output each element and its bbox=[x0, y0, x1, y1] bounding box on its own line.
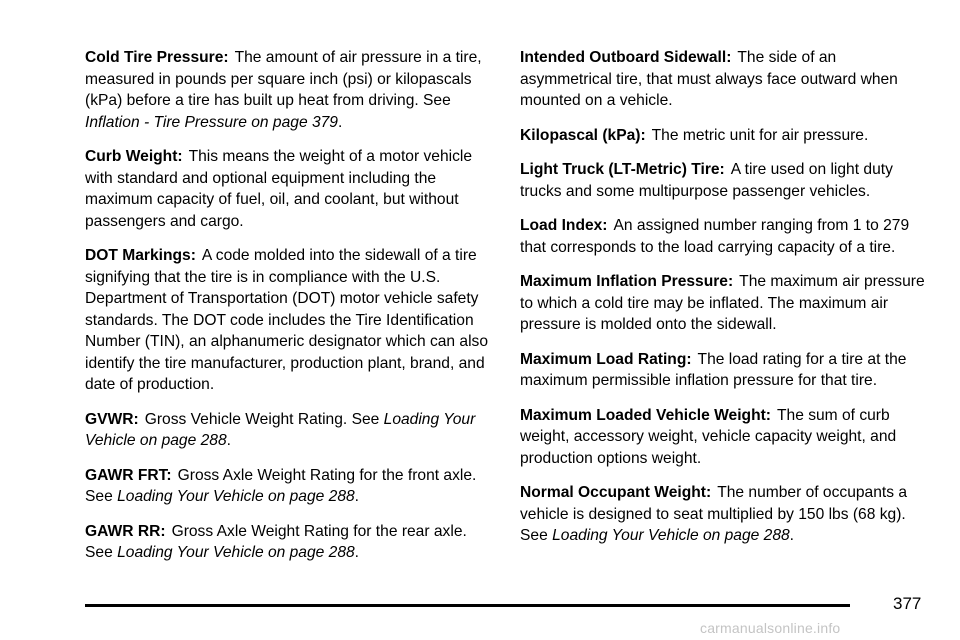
glossary-entry: Normal Occupant Weight: The number of occupants a vehicle is designed to seat multiplied by 150 lbs (68 kg). See Loading Your Vehicle on page 288. bbox=[520, 484, 908, 544]
glossary-term: Maximum Loaded Vehicle Weight: bbox=[520, 406, 771, 424]
glossary-definition: An assigned number ranging from 1 to 279 that corresponds to the load carrying capacity of a tire. bbox=[520, 217, 910, 256]
glossary-definition: This means the weight of a motor vehicle with standard and optional equipment including the maximum capacity of fuel, oil, and coolant, but without passengers and cargo. bbox=[85, 148, 473, 230]
glossary-term: GVWR: bbox=[85, 410, 139, 428]
glossary-term: Cold Tire Pressure: bbox=[85, 49, 229, 66]
page-reference-link[interactable]: Loading Your Vehicle on page 288 bbox=[117, 488, 355, 505]
glossary-entry bbox=[85, 146, 497, 232]
glossary-term: DOT Markings: bbox=[85, 247, 196, 264]
footer-rule bbox=[85, 604, 850, 607]
glossary-term: Curb Weight: bbox=[85, 148, 183, 165]
glossary-entry: GAWR FRT: Gross Axle Weight Rating for the front axle. See Loading Your Vehicle on page 288. bbox=[85, 466, 477, 505]
glossary-definition: Gross Vehicle Weight Rating. See bbox=[144, 410, 384, 428]
glossary-definition: The amount of air pressure in a tire, measured in pounds per square inch (psi) or kilopascals (kPa) before a tire has built up heat from driving. See bbox=[85, 49, 482, 109]
right-column bbox=[520, 47, 932, 560]
glossary-definition: The maximum air pressure to which a cold tire may be inflated. The maximum air pressure is molded onto the sidewall. bbox=[520, 273, 925, 333]
page-reference-link[interactable]: Inflation - Tire Pressure on page 379 bbox=[85, 113, 338, 131]
glossary-term: Light Truck (LT-Metric) Tire: bbox=[520, 161, 725, 178]
glossary-definition: The number of occupants a vehicle is designed to seat multiplied by 150 lbs (68 kg). See bbox=[520, 484, 908, 544]
glossary-term: Maximum Inflation Pressure: bbox=[520, 273, 734, 290]
glossary-entry bbox=[520, 159, 932, 202]
page-reference-link[interactable]: Loading Your Vehicle on page 288 bbox=[117, 544, 355, 561]
glossary-entry: Cold Tire Pressure: The amount of air pressure in a tire, measured in pounds per square inch (psi) or kilopascals (kPa) before a tire has built up heat from driving. See Inflation - Tire Pressure on page 379. bbox=[85, 49, 482, 131]
glossary-entry bbox=[520, 125, 932, 147]
glossary-entry bbox=[85, 245, 497, 396]
glossary-entry bbox=[520, 47, 932, 112]
page-number: 377 bbox=[893, 594, 922, 613]
glossary-term: GAWR RR: bbox=[85, 522, 166, 540]
page-reference-link[interactable]: Loading Your Vehicle on page 288 bbox=[552, 527, 790, 544]
glossary-term: Intended Outboard Sidewall: bbox=[520, 49, 732, 66]
glossary-term: Normal Occupant Weight: bbox=[520, 484, 712, 501]
glossary-term: Kilopascal (kPa): bbox=[520, 126, 646, 144]
watermark: carmanualsonline.info bbox=[700, 620, 841, 636]
glossary-definition: Gross Axle Weight Rating for the front axle. See bbox=[85, 466, 477, 505]
glossary-entry bbox=[520, 405, 932, 470]
glossary-definition: A tire used on light duty trucks and some multipurpose passenger vehicles. bbox=[520, 161, 893, 200]
glossary-entry bbox=[520, 271, 932, 336]
glossary-entry bbox=[520, 349, 932, 392]
glossary-definition: The side of an asymmetrical tire, that must always face outward when mounted on a vehicle. bbox=[520, 49, 898, 109]
glossary-term: GAWR FRT: bbox=[85, 466, 172, 484]
glossary-entry: GAWR RR: Gross Axle Weight Rating for the rear axle. See Loading Your Vehicle on page 288. bbox=[85, 522, 467, 561]
page-reference-link[interactable]: Loading Your Vehicle on page 288 bbox=[85, 410, 476, 449]
glossary-definition: The sum of curb weight, accessory weight, vehicle capacity weight, and production options weight. bbox=[520, 406, 897, 467]
glossary-definition: A code molded into the sidewall of a tire signifying that the tire is in compliance with the U.S. Department of Transportation (DOT) motor vehicle safety standards. The DOT code includes the Tire Identification Number (TIN), an alphanumeric designator which can also identify the tire manufacturer, production plant, brand, and date of production. bbox=[85, 247, 489, 393]
glossary-entry bbox=[520, 215, 932, 258]
glossary-entry: GVWR: Gross Vehicle Weight Rating. See Loading Your Vehicle on page 288. bbox=[85, 410, 476, 449]
glossary-definition: Gross Axle Weight Rating for the rear axle. See bbox=[85, 522, 467, 561]
glossary-definition: The metric unit for air pressure. bbox=[651, 126, 869, 144]
glossary-definition: The load rating for a tire at the maximum permissible inflation pressure for that tire. bbox=[520, 350, 907, 389]
glossary-term: Load Index: bbox=[520, 217, 608, 234]
left-column bbox=[85, 47, 497, 577]
glossary-term: Maximum Load Rating: bbox=[520, 350, 692, 368]
